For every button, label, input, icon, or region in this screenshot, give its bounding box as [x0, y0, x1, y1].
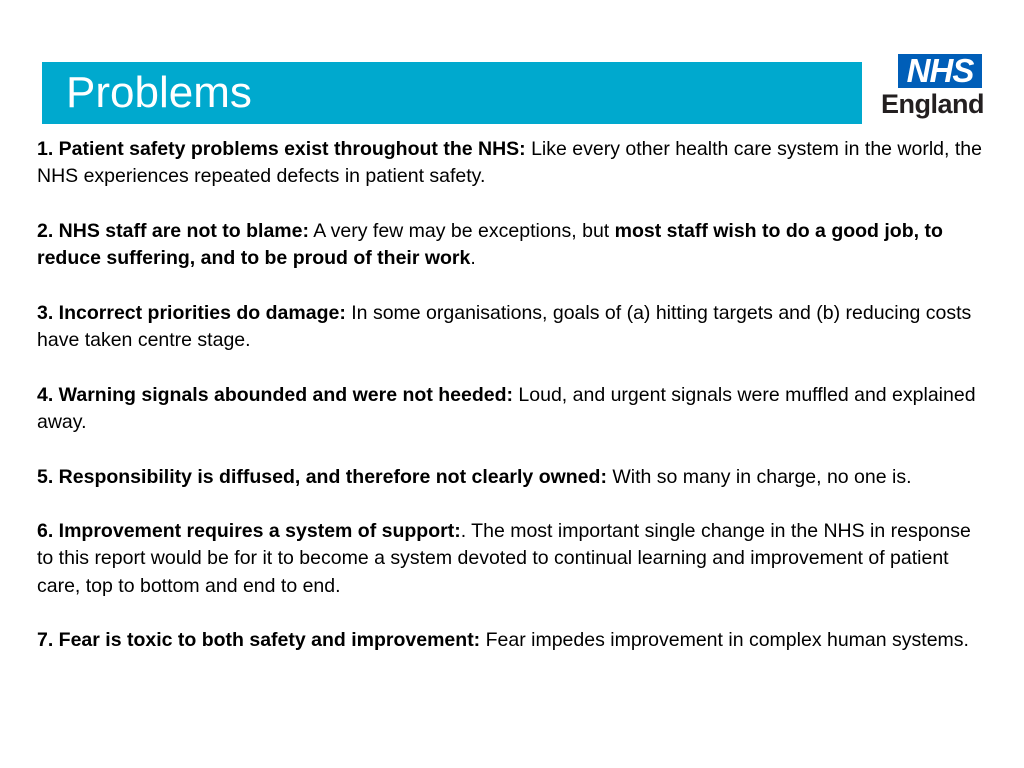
problem-item-4 [37, 382, 992, 437]
problem-item-1 [37, 136, 992, 191]
problem-item-2 [37, 218, 992, 273]
problem-text: . The most important single change in the NHS in response to this report would be for it to become a system devoted to continual learning and improvement of patient care, top to bottom and end to end. [37, 520, 971, 597]
problem-emphasis: most staff wish to do a good job, to reduce suffering, and to be proud of their work [37, 219, 943, 270]
problem-heading: 2. NHS staff are not to blame: [37, 219, 309, 242]
problem-item-3 [37, 300, 992, 355]
problem-text: Like every other health care system in the world, the NHS experiences repeated defects in patient safety. [37, 138, 982, 188]
problem-heading: 6. Improvement requires a system of support: [37, 520, 461, 543]
nhs-logo-box: NHS [898, 54, 982, 88]
problem-tail: . [470, 247, 476, 270]
problem-heading: 3. Incorrect priorities do damage: [37, 301, 346, 324]
problem-heading: 7. Fear is toxic to both safety and improvement: [37, 629, 481, 652]
problem-text: In some organisations, goals of (a) hitting targets and (b) reducing costs have taken centre stage. [37, 301, 972, 352]
problem-text: A very few may be exceptions, but [308, 219, 615, 242]
problem-text: Loud, and urgent signals were muffled and explained away. [37, 383, 976, 433]
problem-heading: 4. Warning signals abounded and were not heeded: [37, 383, 513, 406]
problem-item-5 [37, 464, 992, 491]
problem-text: With so many in charge, no one is. [606, 465, 912, 488]
title-bar [42, 62, 862, 124]
problem-heading: 5. Responsibility is diffused, and therefore not clearly owned: [37, 465, 607, 488]
problem-item-7 [37, 627, 992, 654]
nhs-england-logo [872, 54, 984, 124]
problems-list [37, 136, 992, 682]
problem-heading: 1. Patient safety problems exist throughout the NHS: [37, 138, 526, 160]
problem-item-6 [37, 518, 992, 600]
problem-text: Fear impedes improvement in complex human systems. [480, 629, 969, 652]
slide-title: Problems [66, 68, 252, 117]
logo-subtitle: England [881, 89, 984, 119]
